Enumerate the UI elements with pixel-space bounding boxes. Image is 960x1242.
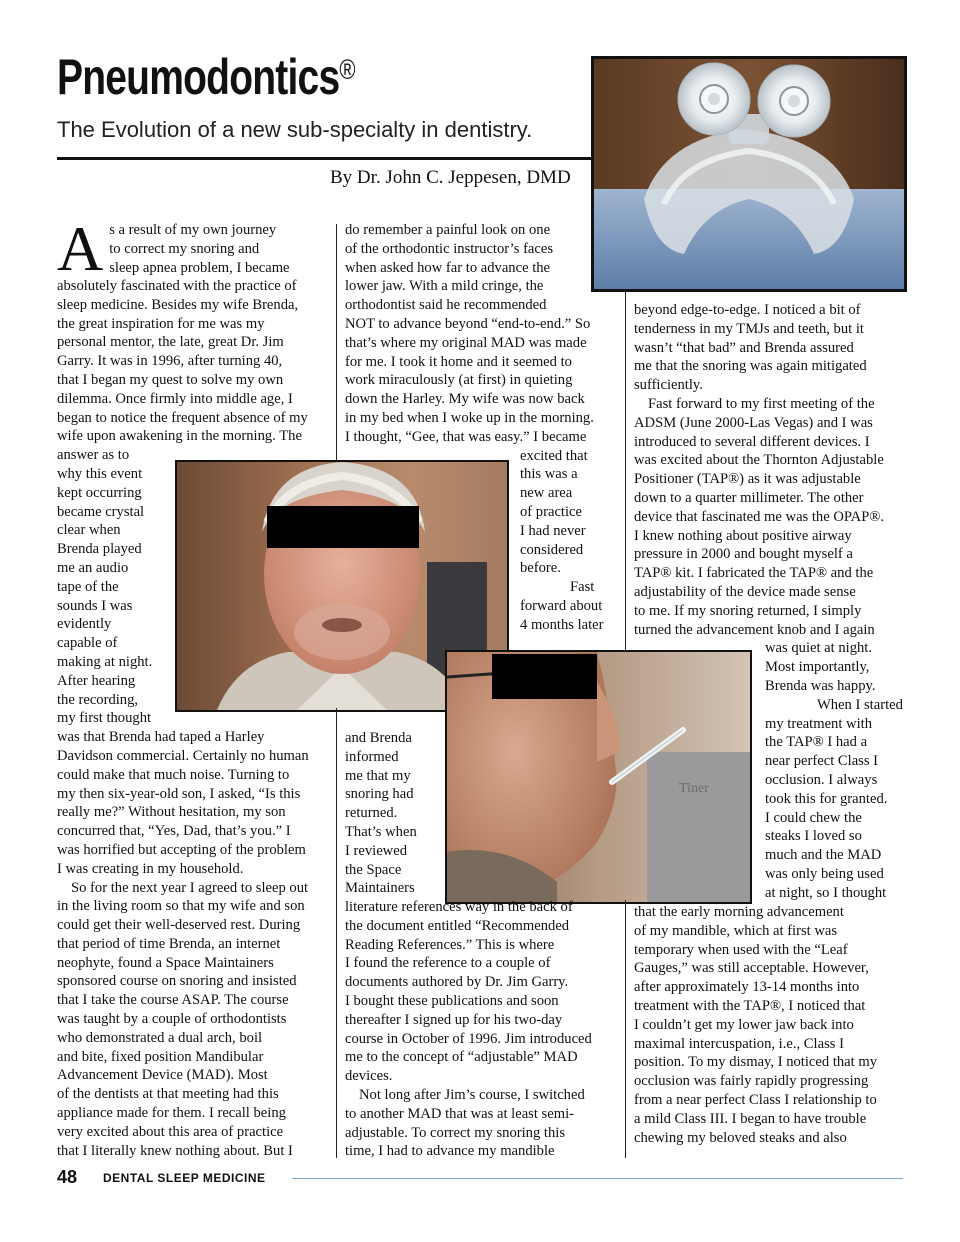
text-line: sleep apnea problem, I became xyxy=(109,259,290,276)
text-line: the Space xyxy=(345,861,402,878)
text-line: could get their well-deserved rest. During xyxy=(57,917,301,934)
text-line: new area xyxy=(520,485,573,502)
text-line: returned. xyxy=(345,805,398,822)
text-line: ADSM (June 2000-Las Vegas) and I was xyxy=(634,414,873,431)
text-line: and bite, fixed position Mandibular xyxy=(57,1048,264,1065)
text-line: a mild Class III. I began to have trouble xyxy=(634,1110,867,1127)
dropcap-paragraph xyxy=(57,213,329,284)
text-line: and Brenda xyxy=(345,730,412,746)
text-line: evidently xyxy=(57,616,112,633)
text-line: the recording, xyxy=(57,691,139,708)
text-line: I bought these publications and soon xyxy=(345,992,559,1009)
column-3-bottom xyxy=(634,903,909,1147)
text-line: me that the snoring was again mitigated xyxy=(634,358,867,375)
footer-rule xyxy=(292,1178,903,1179)
text-line: I thought, “Gee, that was easy.” I became xyxy=(345,428,587,445)
text-line: sponsored course on snoring and insisted xyxy=(57,973,297,990)
article-title: Pneumodontics® xyxy=(57,49,355,105)
text-line: Brenda played xyxy=(57,541,142,558)
column-divider-1b xyxy=(336,708,337,1158)
patient-profile-image xyxy=(447,652,750,902)
text-line: absolutely fascinated with the practice of xyxy=(57,278,297,294)
text-line: s a result of my own journey xyxy=(109,222,277,238)
tray-label: Tiner xyxy=(679,781,709,796)
text-line: much and the MAD xyxy=(765,847,882,864)
text-line: That’s when xyxy=(345,823,417,840)
text-line: was excited about the Thornton Adjustable xyxy=(634,452,884,469)
text-line: when asked how far to advance the xyxy=(345,259,551,276)
text-line: was horrified but accepting of the problem xyxy=(57,841,306,858)
text-line: temporary when used with the “Leaf xyxy=(634,941,848,958)
column-2-bottom xyxy=(345,898,620,1161)
text-line: devices. xyxy=(345,1068,393,1085)
text-line: in the living room so that my wife and son xyxy=(57,898,305,915)
text-line: Garry. It was in 1996, after turning 40, xyxy=(57,353,283,370)
text-line: After hearing xyxy=(57,672,136,689)
text-line: I couldn’t get my lower jaw back into xyxy=(634,1016,854,1033)
text-line: really me?” Without hesitation, my son xyxy=(57,804,286,821)
text-line: the document entitled “Recommended xyxy=(345,917,570,934)
text-line: steaks I loved so xyxy=(765,828,862,845)
text-line: orthodontist said he recommended xyxy=(345,297,547,314)
text-line: clear when xyxy=(57,522,121,539)
full-lines xyxy=(57,277,329,446)
text-line: who demonstrated a dual arch, boil xyxy=(57,1029,263,1046)
column-divider-1 xyxy=(336,224,337,462)
registered-mark: ® xyxy=(339,54,355,85)
page-number: 48 xyxy=(57,1167,78,1187)
text-line: occlusion was fairly rapidly progressing xyxy=(634,1073,869,1090)
text-line: of my mandible, which at first was xyxy=(634,922,838,939)
text-line: NOT to advance beyond “end-to-end.” So xyxy=(345,315,591,332)
text-line: do remember a painful look on one xyxy=(345,222,551,238)
text-line: Not long after Jim’s course, I switched xyxy=(359,1086,585,1103)
text-line: lower jaw. With a mild cringe, the xyxy=(345,278,544,295)
text-line: position. To my dismay, I noticed that my xyxy=(634,1054,877,1071)
column-2-top xyxy=(345,221,620,447)
text-line: began to notice the frequent absence of my xyxy=(57,409,308,426)
text-line: work miraculously (at first) in quieting xyxy=(345,372,573,389)
text-line: that’s where my original MAD was made xyxy=(345,334,587,351)
column-1 xyxy=(57,213,329,1160)
footer-section-label: DENTAL SLEEP MEDICINE xyxy=(103,1171,266,1185)
text-line: at night, so I thought xyxy=(765,884,887,901)
text-line: Maintainers xyxy=(345,880,415,897)
text-line: Most importantly, xyxy=(765,659,870,676)
text-line: was quiet at night. xyxy=(765,640,873,657)
text-line: to me. If my snoring returned, I simply xyxy=(634,602,862,619)
text-line: forward about xyxy=(520,597,603,614)
text-line: my treatment with xyxy=(765,715,872,732)
text-line: kept occurring xyxy=(57,484,142,501)
text-line: that I take the course ASAP. The course xyxy=(57,992,289,1009)
text-line: very excited about this area of practice xyxy=(57,1123,284,1140)
text-line: excited that xyxy=(520,447,588,464)
text-line: chewing my beloved steaks and also xyxy=(634,1129,847,1146)
text-line: pressure in 2000 and bought myself a xyxy=(634,546,853,563)
text-line: the TAP® I had a xyxy=(765,734,868,751)
text-line: wasn’t “that bad” and Brenda assured xyxy=(634,339,854,356)
text-line: tape of the xyxy=(57,578,119,595)
text-line: dilemma. Once firmly into middle age, I xyxy=(57,390,293,407)
column-2-left xyxy=(345,729,440,898)
text-line: before. xyxy=(520,560,561,577)
text-line: took this for granted. xyxy=(765,790,888,807)
oral-appliance-image xyxy=(594,59,904,289)
text-line: that I began my quest to solve my own xyxy=(57,371,284,388)
text-line: Reading References.” This is where xyxy=(345,936,555,953)
text-line: 4 months later xyxy=(520,616,604,633)
title-rule xyxy=(57,157,592,160)
byline: By Dr. John C. Jeppesen, DMD xyxy=(330,167,571,188)
text-line: of practice xyxy=(520,503,582,520)
text-line: near perfect Class I xyxy=(765,753,879,770)
text-line: adjustable. To correct my snoring this xyxy=(345,1124,566,1141)
dropcap: A xyxy=(57,213,104,284)
text-line: capable of xyxy=(57,635,118,652)
text-line: was only being used xyxy=(765,865,884,882)
text-line: to correct my snoring and xyxy=(109,240,260,257)
text-line: was taught by a couple of orthodontists xyxy=(57,1011,287,1028)
text-line: down the Harley. My wife was now back xyxy=(345,391,585,408)
patient-profile-photo xyxy=(445,650,752,904)
column-divider-2b xyxy=(625,900,626,1158)
text-line: snoring had xyxy=(345,786,414,803)
oral-appliance-photo xyxy=(591,56,907,292)
text-line: treatment with the TAP®, I noticed that xyxy=(634,997,866,1014)
text-line: time, I had to advance my mandible xyxy=(345,1143,555,1160)
text-line: sleep medicine. Besides my wife Brenda, xyxy=(57,296,299,313)
text-line: that period of time Brenda, an internet xyxy=(57,935,281,952)
text-line: informed xyxy=(345,748,399,765)
text-line: Davidson commercial. Certainly no human xyxy=(57,747,309,764)
text-line: beyond edge-to-edge. I noticed a bit of xyxy=(634,302,861,318)
text-line: was that Brenda had taped a Harley xyxy=(57,729,265,746)
text-line: considered xyxy=(520,541,584,558)
text-line: documents authored by Dr. Jim Garry. xyxy=(345,974,569,991)
text-line: Gauges,” was still acceptable. However, xyxy=(634,960,869,977)
text-line: that I literally knew nothing about. But I xyxy=(57,1142,293,1159)
text-line: sounds I was xyxy=(57,597,133,614)
text-line: occlusion. I always xyxy=(765,771,878,788)
bottom-lines xyxy=(57,728,329,878)
text-line: I was creating in my household. xyxy=(57,860,244,877)
text-line: in my bed when I woke up in the morning. xyxy=(345,409,594,426)
text-line: maximal intercuspation, i.e., Class I xyxy=(634,1035,844,1052)
text-line: adjustability of the device made sense xyxy=(634,583,856,600)
text-line: why this event xyxy=(57,465,143,482)
text-line: When I started xyxy=(817,696,903,713)
text-line: wife upon awakening in the morning. The xyxy=(57,428,302,445)
text-line: Fast forward to my first meeting of the xyxy=(648,395,875,412)
article-subtitle: The Evolution of a new sub-specialty in dentistry. xyxy=(57,117,533,142)
text-line: the great inspiration for me was my xyxy=(57,315,265,332)
text-line: So for the next year I agreed to sleep out xyxy=(71,879,309,896)
text-line: tenderness in my TMJs and teeth, but it xyxy=(634,320,864,337)
column-3-top xyxy=(634,301,909,639)
text-line: answer as to xyxy=(57,447,130,464)
text-line: turned the advancement knob and I again xyxy=(634,621,875,638)
text-line: to another MAD that was at least semi- xyxy=(345,1105,574,1122)
text-line: Advancement Device (MAD). Most xyxy=(57,1067,268,1084)
text-line: from a near perfect Class I relationship to xyxy=(634,1091,877,1108)
text-line: me an audio xyxy=(57,559,129,576)
text-line: I found the reference to a couple of xyxy=(345,955,551,972)
text-line: of the orthodontic instructor’s faces xyxy=(345,240,554,257)
text-line: down to a quarter millimeter. The other xyxy=(634,489,864,506)
text-line: appliance made for them. I recall being xyxy=(57,1105,286,1122)
text-line: could make that much noise. Turning to xyxy=(57,766,290,783)
text-line: introduced to several different devices. I xyxy=(634,433,870,450)
column-3-narrow xyxy=(765,639,910,902)
text-line: literature references way in the back of xyxy=(345,899,573,915)
text-line: device that fascinated me was the OPAP®. xyxy=(634,508,885,525)
text-line: my first thought xyxy=(57,710,152,727)
text-line: me to the concept of “adjustable” MAD xyxy=(345,1049,578,1066)
text-line: me that my xyxy=(345,767,411,784)
text-line: that the early morning advancement xyxy=(634,904,844,920)
text-line: TAP® kit. I fabricated the TAP® and the xyxy=(634,565,874,582)
paragraph-2 xyxy=(57,879,329,1161)
column-2-right xyxy=(520,447,620,635)
text-line: thereafter I signed up for his two-day xyxy=(345,1011,563,1028)
text-line: Fast xyxy=(570,579,595,596)
text-line: concurred that, “Yes, Dad, that’s you.” I xyxy=(57,823,291,840)
text-line: my then six-year-old son, I asked, “Is this xyxy=(57,785,301,802)
text-line: Brenda was happy. xyxy=(765,677,876,694)
text-line: course in October of 1996. Jim introduced xyxy=(345,1030,592,1047)
column-divider-2 xyxy=(625,290,626,650)
text-line: of the dentists at that meeting had this xyxy=(57,1086,279,1103)
text-line: I knew nothing about positive airway xyxy=(634,527,852,544)
text-line: Positioner (TAP®) as it was adjustable xyxy=(634,471,861,488)
narrow-lines xyxy=(57,446,329,728)
text-line: became crystal xyxy=(57,503,145,520)
text-line: this was a xyxy=(520,466,578,483)
text-line: for me. I took it home and it seemed to xyxy=(345,353,572,370)
text-line: making at night. xyxy=(57,653,153,670)
text-line: after approximately 13-14 months into xyxy=(634,979,860,996)
text-line: sufficiently. xyxy=(634,377,703,394)
text-line: I had never xyxy=(520,522,586,539)
text-line: I could chew the xyxy=(765,809,862,826)
text-line: neophyte, found a Space Maintainers xyxy=(57,954,274,971)
text-line: personal mentor, the late, great Dr. Jim xyxy=(57,334,284,351)
text-line: I reviewed xyxy=(345,842,407,859)
